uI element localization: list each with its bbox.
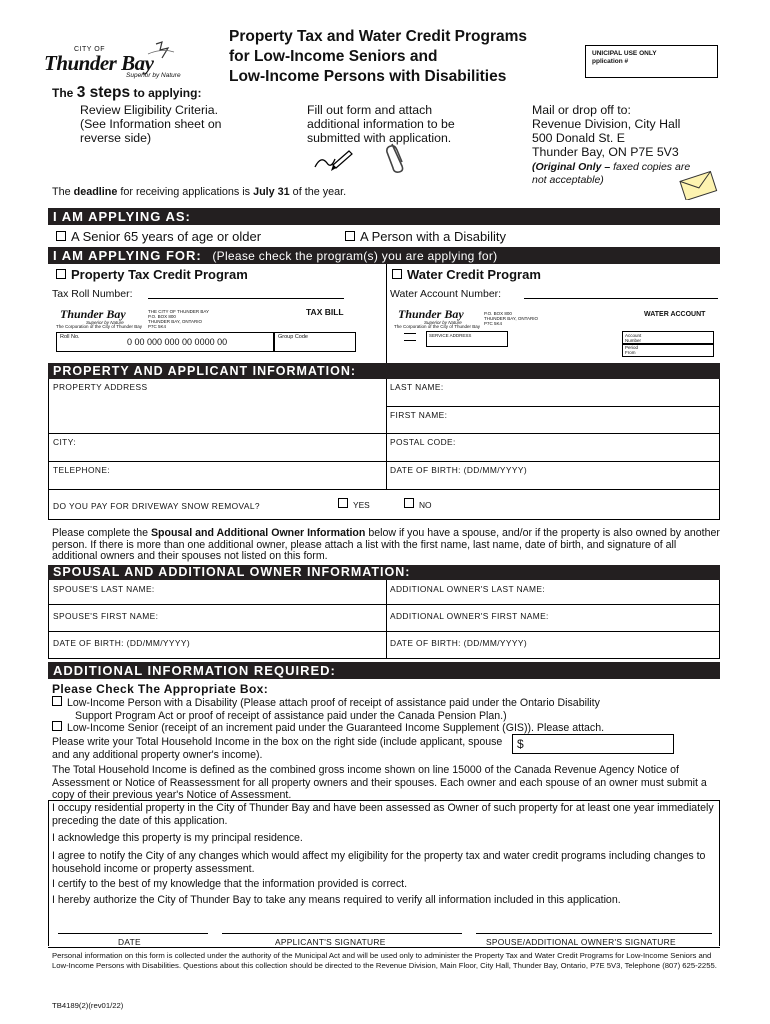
snow-yes-option[interactable] — [338, 498, 370, 510]
divider — [48, 489, 720, 490]
deadline-date: July 31 — [253, 186, 290, 198]
steps-heading — [52, 84, 201, 102]
disability-proof-option[interactable] — [52, 696, 722, 722]
disability-proof-line2: Support Program Act or proof of receipt of assistance paid under the Canada Pension Plan.) — [75, 709, 507, 722]
deadline-post: of the year. — [289, 186, 347, 198]
envelope-icon — [678, 170, 718, 200]
form-number: TB4189(2)(rev01/22) — [52, 1001, 124, 1010]
water-bill-address-line: THUNDER BAY, ONTARIO — [484, 316, 539, 321]
declaration-principal-residence: I acknowledge this property is my principal residence. — [52, 832, 303, 844]
application-number-label: pplication # — [592, 58, 629, 65]
spouse-signature-line[interactable] — [476, 933, 712, 934]
original-only-bold: (Original Only – — [532, 161, 611, 173]
senior-option-label: A Senior 65 years of age or older — [71, 229, 262, 244]
disability-checkbox[interactable] — [345, 231, 355, 241]
declaration-authorize: I hereby authorize the City of Thunder Bay to take any means required to verify all information included in this application. — [52, 894, 621, 906]
step-2-line: additional information to be — [307, 117, 455, 131]
tax-roll-input[interactable] — [148, 298, 344, 299]
income-definition: The Total Household Income is defined as the combined gross income shown on line 15000 of the Canada Revenue Agency Notice of Assessment or Notice of Reassessment for all property owners and their spouses. Each owner and each spouse of an owner must submit a copy of their previous year's Notice of Assessment. — [52, 764, 707, 801]
step-3-line: Revenue Division, City Hall — [532, 117, 681, 131]
spouse-dob-field[interactable]: DATE OF BIRTH: (DD/MM/YYYY) — [53, 638, 191, 648]
property-tax-checkbox[interactable] — [56, 269, 66, 279]
tax-bill-address-line: P.O. BOX 800 — [148, 314, 176, 319]
senior-gis-option[interactable] — [52, 721, 722, 735]
senior-option[interactable] — [56, 229, 261, 244]
roll-no-box — [56, 332, 274, 352]
water-bill-title: WATER ACCOUNT — [644, 311, 706, 318]
tax-bill-corporation: The Corporation of the City of Thunder Bay — [56, 324, 142, 329]
snow-no-label: NO — [419, 500, 432, 510]
municipal-use-label: UNICIPAL USE ONLY — [592, 50, 657, 57]
tax-bill-address — [148, 309, 209, 329]
logo-name: Thunder Bay — [44, 51, 154, 75]
service-address-label: SERVICE ADDRESS — [429, 333, 472, 338]
tax-bill-address-line: THE CITY OF THUNDER BAY — [148, 309, 210, 314]
applicant-signature-line[interactable] — [222, 933, 462, 934]
spousal-intro — [52, 528, 722, 563]
account-label-line: Number — [625, 338, 642, 343]
senior-gis-label: Low-Income Senior (receipt of an increment paid under the Guaranteed Income Supplement (GIS)). Please attach. — [67, 722, 605, 734]
divider — [48, 461, 720, 462]
divider — [386, 264, 387, 364]
title-line-2: for Low-Income Seniors and — [229, 48, 438, 65]
property-tax-option-label: Property Tax Credit Program — [71, 267, 248, 282]
equals-icon — [404, 333, 416, 341]
spousal-intro-post: below if you have a spouse, and/or if the property is also owned by another person. If there is more than one additional owner, please attach a list with the first name, last name, date of birth, and signature of all additional owners and their spouses not listed on this form. — [52, 527, 720, 562]
water-bill-logo-sub: Superior by Nature — [424, 320, 462, 325]
step-1-line: Review Eligibility Criteria. — [80, 103, 219, 117]
divider — [386, 379, 387, 489]
water-bill-corporation: The Corporation of the City of Thunder Bay — [394, 324, 480, 329]
spouse-signature-label: SPOUSE/ADDITIONAL OWNER'S SIGNATURE — [486, 937, 676, 947]
tax-bill-address-line: THUNDER BAY, ONTARIO — [148, 319, 203, 324]
divider — [386, 406, 720, 407]
step-2-line: submitted with application. — [307, 131, 452, 145]
divider — [48, 658, 720, 659]
steps-count: 3 steps — [76, 84, 131, 101]
step-2 — [307, 103, 497, 145]
logo-city-of: CITY OF — [74, 46, 105, 53]
city-field[interactable]: CITY: — [53, 437, 76, 447]
water-account-label: Water Account Number: — [390, 288, 502, 300]
divider — [48, 433, 720, 434]
disability-option[interactable] — [345, 229, 506, 244]
disability-proof-checkbox[interactable] — [52, 696, 62, 706]
deadline-pre: The — [52, 186, 74, 198]
group-code-label: Group Code — [278, 334, 308, 340]
check-box-subheading: Please Check The Appropriate Box: — [52, 682, 269, 696]
municipal-use-box — [585, 45, 718, 78]
postal-code-field[interactable]: POSTAL CODE: — [390, 437, 456, 447]
service-address-box — [426, 331, 508, 347]
sample-tax-bill — [56, 307, 382, 359]
step-1-line: (See Information sheet on — [80, 117, 222, 131]
water-bill-logo: Thunder Bay — [398, 307, 464, 321]
group-code-box — [274, 332, 356, 352]
step-3-line: Mail or drop off to: — [532, 103, 631, 117]
divider — [48, 947, 720, 948]
declaration-residency: I occupy residential property in the City of Thunder Bay and have been assessed as Owner of such property for at least one year immediately preceding the date of this application. — [52, 802, 714, 827]
applying-for-heading — [48, 247, 720, 264]
period-label-line: Period — [625, 345, 639, 350]
step-1-line: reverse side) — [80, 131, 152, 145]
snow-no-option[interactable] — [404, 498, 432, 510]
declaration-notify-changes: I agree to notify the City of any changes which would affect my eligibility for the property tax and water credit programs including changes to household income or property assessment. — [52, 850, 706, 875]
title-line-1: Property Tax and Water Credit Programs — [229, 28, 528, 45]
spousal-heading: SPOUSAL AND ADDITIONAL OWNER INFORMATION: — [48, 565, 720, 580]
deadline-word: deadline — [73, 186, 118, 198]
city-logo — [44, 40, 220, 84]
declaration-certify: I certify to the best of my knowledge that the information provided is correct. — [52, 878, 408, 890]
roll-no-value: 0 00 000 000 00 0000 00 — [127, 337, 228, 347]
step-1 — [80, 103, 270, 145]
date-label: DATE — [118, 937, 141, 947]
applying-as-heading: I AM APPLYING AS: — [48, 208, 720, 225]
roll-no-label: Roll No. — [60, 334, 80, 340]
snow-yes-checkbox[interactable] — [338, 498, 348, 508]
additional-owner-first-name-field[interactable]: ADDITIONAL OWNER'S FIRST NAME: — [390, 611, 549, 621]
property-info-heading: PROPERTY AND APPLICANT INFORMATION: — [48, 363, 720, 379]
senior-checkbox[interactable] — [56, 231, 66, 241]
first-name-field[interactable]: FIRST NAME: — [390, 410, 448, 420]
snow-no-checkbox[interactable] — [404, 498, 414, 508]
step-3-line: 500 Donald St. E — [532, 131, 625, 145]
water-credit-checkbox[interactable] — [392, 269, 402, 279]
date-signature-line[interactable] — [58, 933, 208, 934]
sample-water-bill — [394, 307, 716, 359]
original-only-line2: not acceptable) — [532, 174, 604, 186]
divider — [48, 519, 720, 520]
step-3-line: Thunder Bay, ON P7E 5V3 — [532, 145, 679, 159]
water-account-input[interactable] — [524, 298, 718, 299]
divider — [48, 631, 720, 632]
period-from-box — [622, 343, 714, 357]
step-2-line: Fill out form and attach — [307, 103, 433, 117]
spouse-first-name-field[interactable]: SPOUSE'S FIRST NAME: — [53, 611, 159, 621]
last-name-field[interactable]: LAST NAME: — [390, 382, 444, 392]
title-line-3: Low-Income Persons with Disabilities — [229, 68, 507, 85]
additional-owner-last-name-field[interactable]: ADDITIONAL OWNER'S LAST NAME: — [390, 584, 546, 594]
property-info-frame — [48, 379, 720, 519]
paperclip-icon — [386, 140, 408, 174]
pen-signing-icon — [313, 145, 353, 173]
additional-info-heading: ADDITIONAL INFORMATION REQUIRED: — [48, 662, 720, 679]
water-bill-address-line: P.O. BOX 800 — [484, 311, 512, 316]
applying-for-note: (Please check the program(s) you are applying for) — [212, 249, 498, 263]
form-title — [229, 27, 589, 87]
tax-bill-logo: Thunder Bay — [60, 307, 126, 321]
disability-proof-line1: Low-Income Person with a Disability (Please attach proof of receipt of assistance paid under the Ontario Disability — [67, 697, 600, 709]
date-of-birth-field[interactable]: DATE OF BIRTH: (DD/MM/YYYY) — [390, 465, 528, 475]
disability-option-label: A Person with a Disability — [360, 229, 506, 244]
tax-roll-label: Tax Roll Number: — [52, 288, 133, 300]
water-bill-address — [484, 311, 538, 326]
tax-bill-address-line: P7C 5K4 — [148, 324, 167, 329]
snow-removal-question: DO YOU PAY FOR DRIVEWAY SNOW REMOVAL? — [53, 501, 260, 511]
senior-gis-checkbox[interactable] — [52, 721, 62, 731]
household-income-input[interactable] — [512, 734, 674, 754]
property-tax-option[interactable] — [56, 267, 248, 282]
water-bill-address-line: P7C 5K4 — [484, 321, 503, 326]
spousal-intro-pre: Please complete the — [52, 527, 151, 539]
steps-rest: to applying: — [133, 86, 202, 100]
telephone-field[interactable]: TELEPHONE: — [53, 465, 111, 475]
applying-for-title: I AM APPLYING FOR: — [53, 248, 202, 263]
water-credit-option-label: Water Credit Program — [407, 267, 541, 282]
steps-the: The — [52, 86, 74, 100]
snow-yes-label: YES — [353, 500, 370, 510]
additional-owner-dob-field[interactable]: DATE OF BIRTH: (DD/MM/YYYY) — [390, 638, 528, 648]
original-only-rest: faxed copies are — [610, 161, 691, 173]
spousal-intro-bold: Spousal and Additional Owner Information — [150, 527, 366, 539]
logo-tagline: Superior by Nature — [126, 72, 181, 79]
divider — [386, 580, 387, 658]
deadline-mid: for receiving applications is — [117, 186, 254, 198]
applicant-signature-label: APPLICANT'S SIGNATURE — [275, 937, 386, 947]
privacy-notice: Personal information on this form is collected under the authority of the Municipal Act and will be used only to administer the Property Tax and Water Credit Programs for Low-Income Seniors and Low-Income Persons with Disabilities. Questions about this collection should be directed to the Revenue Division, Main Floor, City Hall, Thunder Bay, Ontario, P7E 5V3, Telephone (807) 625-2255. — [52, 951, 717, 970]
currency-symbol: $ — [517, 737, 524, 751]
tax-bill-logo-sub: Superior by Nature — [86, 320, 124, 325]
household-income-instruction: Please write your Total Household Income in the box on the right side (include applicant, spouse and any additional property owner's income). — [52, 736, 503, 761]
spouse-last-name-field[interactable]: SPOUSE'S LAST NAME: — [53, 584, 155, 594]
account-label-line: Account — [625, 333, 642, 338]
tax-bill-title: TAX BILL — [306, 307, 344, 317]
account-number-label — [625, 333, 641, 343]
period-from-label — [625, 345, 638, 355]
divider — [48, 604, 720, 605]
water-credit-option[interactable] — [392, 267, 541, 282]
period-label-line: From — [625, 350, 636, 355]
deadline-note — [52, 186, 346, 198]
property-address-field[interactable]: PROPERTY ADDRESS — [53, 382, 148, 392]
